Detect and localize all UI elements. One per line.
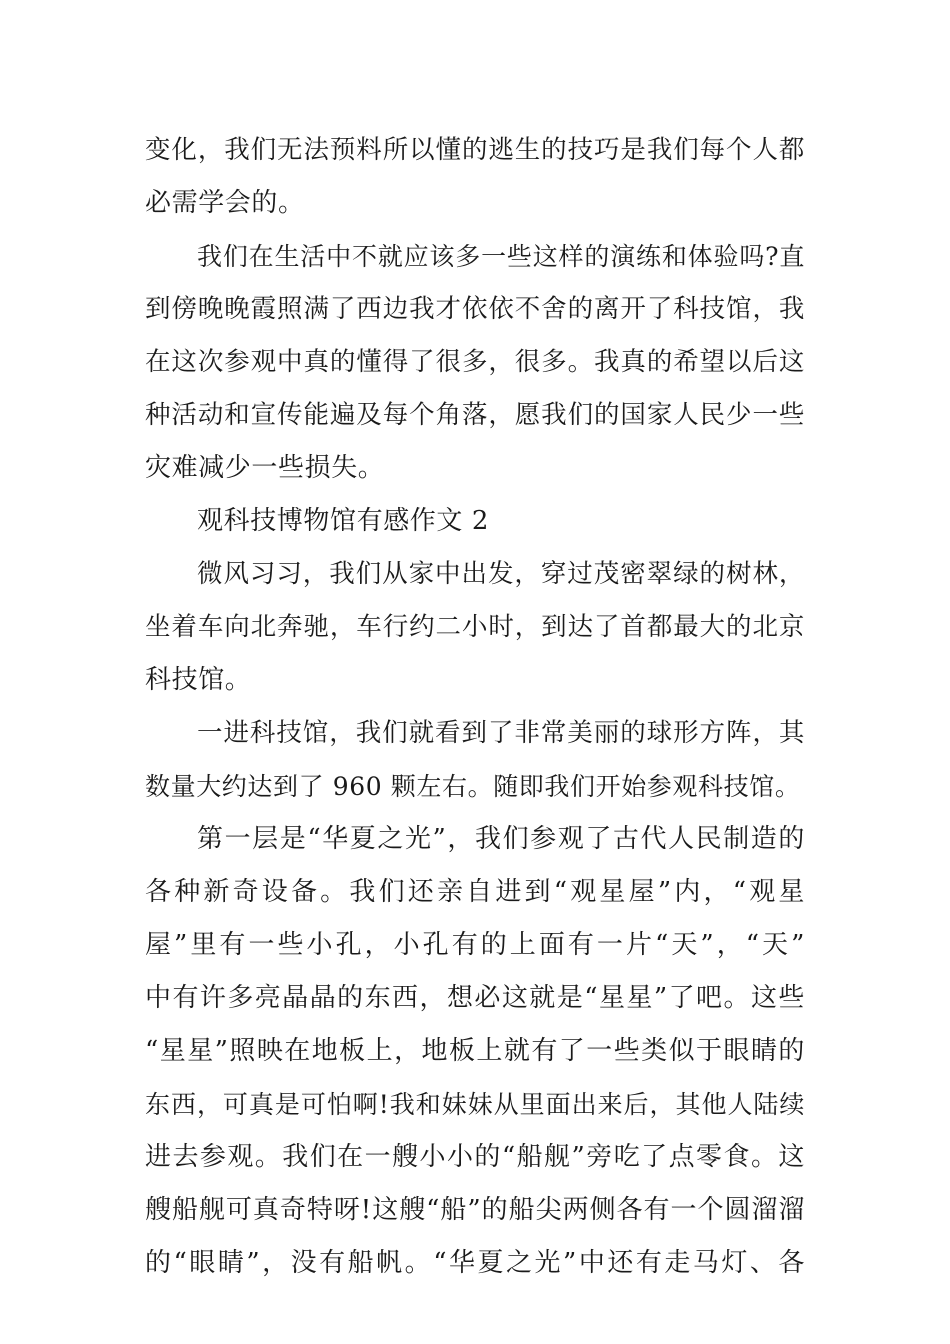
text-line: “星星”照映在地板上，地板上就有了一些类似于眼睛的 bbox=[145, 1036, 805, 1066]
document-body bbox=[145, 124, 805, 1290]
text-line: 一进科技馆，我们就看到了非常美丽的球形方阵，其 bbox=[197, 718, 805, 748]
text-line: 我们在生活中不就应该多一些这样的演练和体验吗?直 bbox=[197, 242, 805, 271]
text-line: 的“眼睛”，没有船帆。“华夏之光”中还有走马灯、各 bbox=[145, 1248, 805, 1278]
text-line: 到傍晚晚霞照满了西边我才依依不舍的离开了科技馆，我 bbox=[145, 294, 805, 324]
text-line: 东西，可真是可怕啊!我和妹妹从里面出来后，其他人陆续 bbox=[145, 1090, 805, 1119]
text-line: 在这次参观中真的懂得了很多，很多。我真的希望以后这 bbox=[145, 347, 805, 377]
text-line: 种活动和宣传能遍及每个角落，愿我们的国家人民少一些 bbox=[145, 400, 805, 430]
text-line: 屋”里有一些小孔，小孔有的上面有一片“天”，“天” bbox=[145, 930, 805, 960]
text-line: 必需学会的。 bbox=[145, 188, 305, 218]
text-line: 灾难减少一些损失。 bbox=[145, 453, 385, 483]
text-line: 各种新奇设备。我们还亲自进到“观星屋”内，“观星 bbox=[145, 877, 805, 907]
text-line: 变化，我们无法预料所以懂的逃生的技巧是我们每个人都 bbox=[145, 135, 805, 165]
text-line: 观科技博物馆有感作文 2 bbox=[197, 506, 490, 536]
text-line: 微风习习，我们从家中出发，穿过茂密翠绿的树林， bbox=[197, 559, 805, 589]
text-line: 艘船舰可真奇特呀!这艘“船”的船尖两侧各有一个圆溜溜 bbox=[145, 1195, 805, 1225]
text-line: 数量大约达到了 960 颗左右。随即我们开始参观科技馆。 bbox=[145, 772, 801, 801]
text-line: 进去参观。我们在一艘小小的“船舰”旁吃了点零食。这 bbox=[145, 1142, 805, 1172]
text-line: 中有许多亮晶晶的东西，想必这就是“星星”了吧。这些 bbox=[145, 983, 805, 1013]
text-line: 第一层是“华夏之光”，我们参观了古代人民制造的 bbox=[197, 824, 805, 854]
text-line: 坐着车向北奔驰，车行约二小时，到达了首都最大的北京 bbox=[145, 612, 805, 642]
text-line: 科技馆。 bbox=[145, 665, 252, 695]
